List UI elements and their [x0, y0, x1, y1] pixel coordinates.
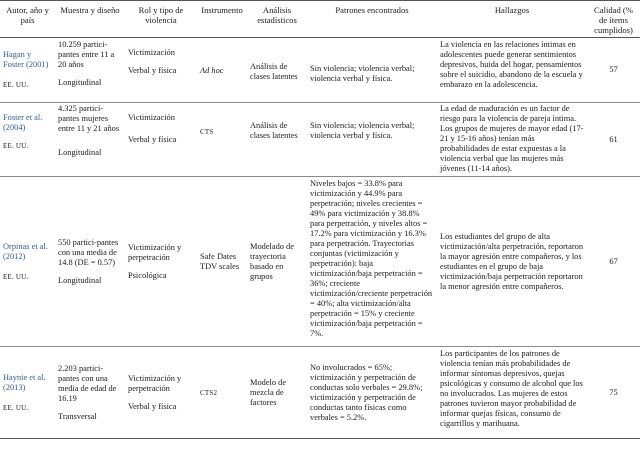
analysis-cell: Análisis de clases latentes [250, 62, 298, 81]
sample-cell: 550 partici-pantes con una media de 14.8 (DE = 0.57) [58, 237, 119, 267]
design-cell: Longitudinal [58, 148, 102, 157]
analysis-cell: Análisis de clases latentes [250, 121, 298, 140]
header-patterns: Patrones encontrados [335, 5, 409, 15]
header-findings: Hallazgos [494, 5, 530, 15]
findings-cell: Los participantes de los patrones de violencia tenían más probabilidades de informar síntomas depresivos, quejas psicológicas y consumo de alcohol que los no involucrados. Las mujeres de estos patrones tuvieron mayor probabilidad de informar quejas físicas, consumo de cigarrillos y marihuana. [440, 349, 583, 428]
country-cell: EE. UU. [3, 81, 29, 89]
patterns-cell: Niveles bajos = 33.8% para victimización y 44.9% para perpetración; niveles crecientes = 49% para victimización y 38.8% para perpetración, y niveles altos = 17.2% para victimización y 16.3% para perpetración. Trayectorias conjuntas (victimización y perpetración): baja victimización/baja perpetración = 36%; creciente victimización/creciente perpetración = 40%; alta victimización/alta perpetración = 15% y creciente victimización/baja perpetración = 7%. [310, 179, 433, 338]
header-instrument: Instrumento [201, 5, 243, 15]
violence-type-cell: Verbal y física [128, 66, 177, 75]
quality-cell: 67 [609, 256, 618, 266]
author-link[interactable]: Foster et al. (2004) [3, 113, 43, 132]
findings-cell: La edad de maduración es un factor de riesgo para la violencia de pareja íntima. Los grupos de mujeres de mayor edad (17-21 y 15-16 años) tenían más probabilidades de estar expuestas a la violencia verbal que las mujeres más jóvenes (11-14 años). [440, 104, 584, 173]
analysis-cell: Modelo de mezcla de factores [250, 377, 287, 407]
sample-cell: 4.325 partici-pantes mujeres entre 11 y 21 años [58, 104, 120, 133]
sample-cell: 10.259 partici-pantes entre 11 a 20 años [58, 40, 115, 69]
role-cell: Victimización y perpetración [128, 242, 182, 262]
country-cell: EE. UU. [3, 272, 29, 281]
table-row [0, 347, 640, 439]
table-row [0, 103, 640, 177]
header-sample: Muestra y diseño [60, 5, 120, 15]
role-cell: Victimización [128, 48, 175, 57]
violence-type-cell: Psicológica [128, 270, 167, 280]
header-analysis: Análisis estadísticos [257, 5, 297, 25]
header-author: Autor, año y país [6, 5, 49, 25]
country-cell: EE. UU. [3, 403, 29, 412]
instrument-cell: Ad hoc [200, 66, 224, 75]
role-cell: Victimización [128, 113, 175, 122]
instrument-cell: CTS2 [200, 388, 218, 397]
findings-cell: Los estudiantes del grupo de alta victimización/alta perpetración, reportaron la mayor agresión entre compañeros, y los estudiantes en el grupo de baja victimización/baja perpetración reportaron la menor agresión entre compañeros. [440, 231, 584, 291]
table-row [0, 38, 640, 103]
findings-cell: La violencia en las relaciones íntimas en adolescentes puede generar sentimientos depresivos, huida del hogar, pensamientos sobre el suicidio, abandono de la escuela y embarazo en la adolescencia. [440, 40, 583, 89]
author-link[interactable]: Hagan y Foster (2001) [3, 50, 49, 69]
patterns-cell: Sin violencia; violencia verbal; violencia verbal y física. [310, 121, 415, 140]
design-cell: Transversal [58, 411, 97, 421]
quality-cell: 61 [609, 134, 618, 144]
patterns-cell: Sin violencia; violencia verbal; violencia verbal y física. [310, 64, 415, 83]
header-row [0, 1, 640, 38]
header-quality: Calidad (% de ítems cumplidos) [594, 5, 633, 35]
quality-cell: 57 [609, 65, 618, 74]
role-cell: Victimización y perpetración [128, 373, 182, 393]
instrument-cell: Safe Dates TDV scales [200, 251, 240, 271]
design-cell: Longitudinal [58, 78, 102, 87]
table-row [0, 177, 640, 347]
instrument-cell: CTS [200, 128, 214, 136]
violence-type-cell: Verbal y física [128, 401, 177, 411]
header-role: Rol y tipo de violencia [138, 5, 184, 25]
author-link[interactable]: Orpinas et al. (2012) [3, 241, 48, 261]
design-cell: Longitudinal [58, 275, 102, 285]
violence-type-cell: Verbal y física [128, 135, 177, 144]
analysis-cell: Modelado de trayectoria basado en grupos [250, 241, 294, 281]
author-link[interactable]: Haynie et al. (2013) [3, 372, 46, 392]
country-cell: EE. UU. [3, 142, 29, 150]
quality-cell: 75 [609, 387, 618, 397]
patterns-cell: No involucrados = 65%; victimización y perpetración de conductas solo verbales = 29.8%; victimización y perpetración de conductas tanto físicas como verbales = 5.2%. [310, 362, 423, 422]
sample-cell: 2.203 partici-pantes con una media de edad de 16.19 [58, 363, 117, 403]
